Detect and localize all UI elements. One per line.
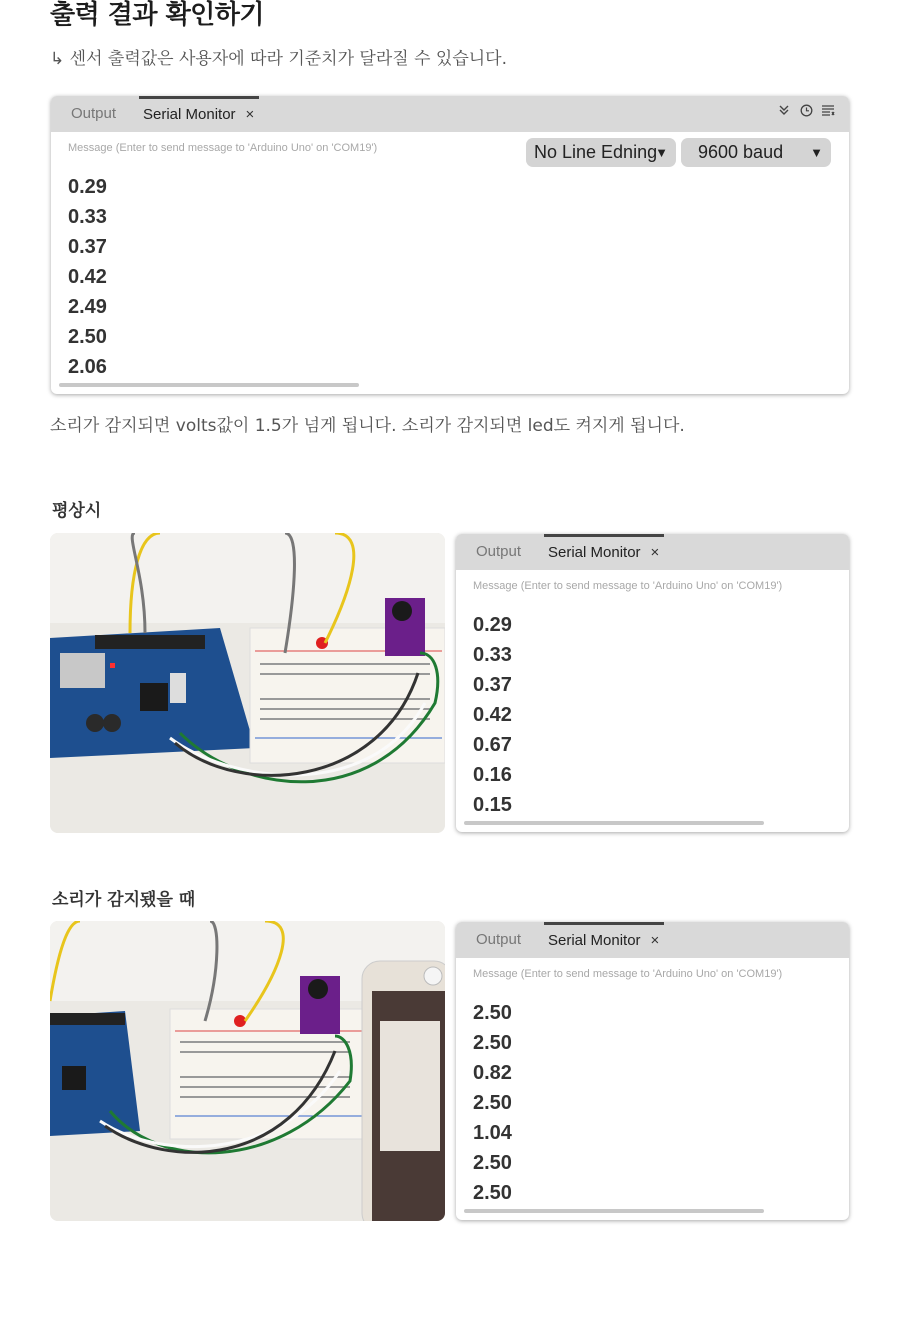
serial-output — [473, 998, 512, 1208]
tab-serial-monitor[interactable] — [544, 922, 664, 958]
message-input[interactable]: Message (Enter to send message to 'Arduino Uno' on 'COM19') — [68, 142, 378, 154]
serial-line: 0.42 — [68, 266, 107, 288]
serial-line: 0.67 — [473, 734, 512, 756]
close-icon[interactable]: × — [245, 106, 255, 123]
photo-circuit-detected — [50, 921, 445, 1221]
heading-normal: 평상시 — [52, 501, 102, 521]
tab-serial-label: Serial Monitor — [548, 932, 641, 949]
baud-rate-select[interactable] — [681, 138, 831, 167]
message-input[interactable]: Message (Enter to send message to 'Arduino Uno' on 'COM19') — [473, 968, 783, 980]
serial-line: 0.82 — [473, 1062, 512, 1084]
clock-icon[interactable] — [799, 104, 813, 120]
tab-output[interactable]: Output — [71, 105, 117, 122]
tab-serial-monitor[interactable] — [544, 534, 664, 570]
monitor-tab-bar — [456, 922, 849, 958]
tab-serial-label: Serial Monitor — [548, 544, 641, 561]
serial-line: 2.50 — [473, 1092, 512, 1114]
photo-circuit-normal — [50, 533, 445, 833]
chevron-down-icon: ▼ — [655, 145, 668, 160]
serial-line: 2.50 — [68, 326, 107, 348]
serial-line: 0.37 — [473, 674, 512, 696]
serial-line: 1.04 — [473, 1122, 512, 1144]
serial-line: 2.50 — [473, 1152, 512, 1174]
line-ending-select[interactable] — [526, 138, 676, 167]
tab-output[interactable]: Output — [476, 931, 522, 948]
baud-rate-value: 9600 baud — [698, 142, 784, 162]
monitor-tab-bar — [51, 96, 849, 132]
chevron-down-icon: ▼ — [810, 145, 823, 160]
serial-line: 2.50 — [473, 1182, 512, 1204]
serial-line: 0.29 — [473, 614, 512, 636]
serial-line: 0.16 — [473, 764, 512, 786]
page-subtitle: ↳ 센서 출력값은 사용자에 따라 기준치가 달라질 수 있습니다. — [50, 49, 508, 69]
message-input[interactable]: Message (Enter to send message to 'Arduino Uno' on 'COM19') — [473, 580, 783, 592]
serial-line: 0.29 — [68, 176, 107, 198]
result-caption: 소리가 감지되면 volts값이 1.5가 넘게 됩니다. 소리가 감지되면 led도 켜지게 됩니다. — [50, 416, 685, 436]
horizontal-scrollbar[interactable] — [464, 821, 764, 825]
serial-line: 0.33 — [68, 206, 107, 228]
list-icon[interactable] — [821, 104, 835, 120]
serial-line: 2.50 — [473, 1032, 512, 1054]
serial-line: 2.49 — [68, 296, 107, 318]
serial-line: 2.50 — [473, 1002, 512, 1024]
collapse-icon[interactable] — [777, 104, 791, 120]
tab-serial-monitor[interactable] — [139, 96, 259, 132]
serial-output — [473, 610, 512, 820]
horizontal-scrollbar[interactable] — [59, 383, 359, 387]
serial-line: 0.33 — [473, 644, 512, 666]
serial-line: 0.42 — [473, 704, 512, 726]
tab-serial-label: Serial Monitor — [143, 106, 236, 123]
serial-monitor-normal — [456, 534, 849, 832]
horizontal-scrollbar[interactable] — [464, 1209, 764, 1213]
page-title: 출력 결과 확인하기 — [50, 0, 265, 30]
tab-output[interactable]: Output — [476, 543, 522, 560]
close-icon[interactable]: × — [650, 932, 660, 949]
monitor-tab-bar — [456, 534, 849, 570]
serial-line: 0.37 — [68, 236, 107, 258]
serial-line: 0.15 — [473, 794, 512, 816]
serial-monitor-main — [51, 96, 849, 394]
heading-detected: 소리가 감지됐을 때 — [52, 890, 196, 910]
serial-monitor-detected — [456, 922, 849, 1220]
serial-line: 2.06 — [68, 356, 107, 378]
close-icon[interactable]: × — [650, 544, 660, 561]
line-ending-value: No Line Edning — [534, 142, 658, 162]
serial-output — [68, 172, 107, 382]
monitor-toolbar — [777, 104, 835, 120]
